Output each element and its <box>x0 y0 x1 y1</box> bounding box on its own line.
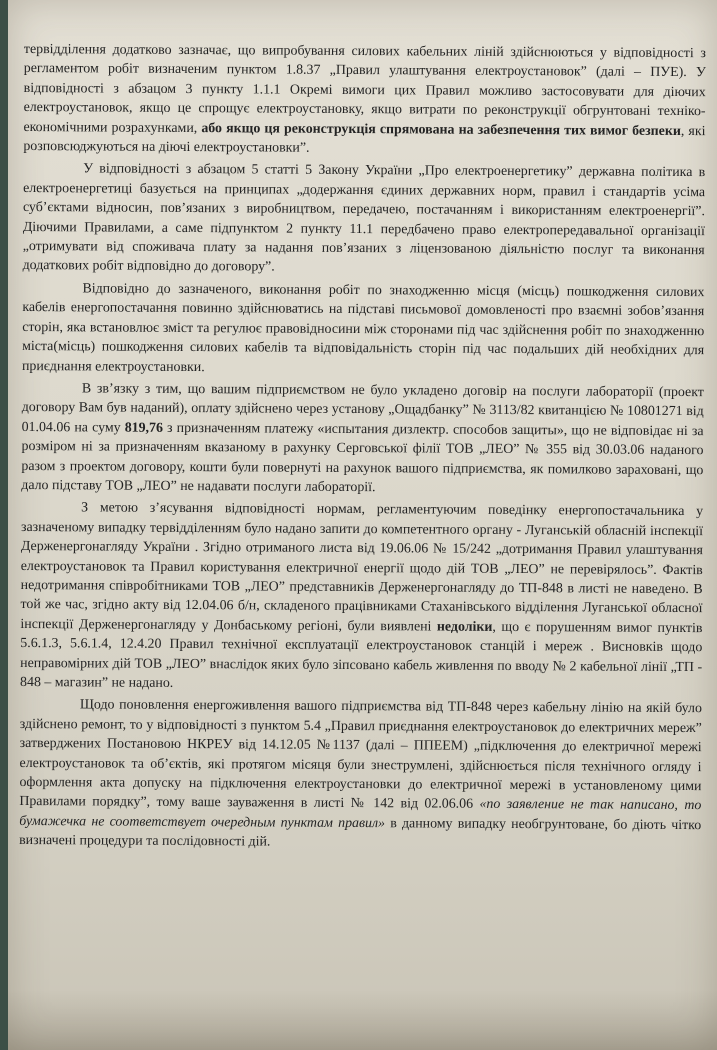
paragraph-4-text-end: з призначенням платежу «испытания дизлектр. способов защиты», що не відповідає ні за розміром ні за призначенням вказаному в рахунку Серговської філії ТОВ „ЛЕО” № 355 від 30.03.06 наданого разом з проектом договору, кошти були повернуті на рахунок вашого підприємства, як помилково зараховані, що дало підставу ТОВ „ЛЕО” не надавати послуги лабораторії. <box>21 420 704 496</box>
quoted-remark: «по заявление не так написано, то бумажечка не соответствует очередным пунктам правил» <box>19 797 702 832</box>
paragraph-2: У відповідності з абзацом 5 статті 5 Закону України „Про електроенергетику” державна політика в електроенергетиці базується на принципах „додержання єдиних державних норм, правил і стандартів усіма суб’єктами відносин, пов’язаних з виробництвом, передачею, постачанням і використанням електроенергії”. Діючими Правилами, а саме підпунктом 2 пункту 11.1 передбачено право електропередавальної організації „отримувати від споживача плату за надання пов’язаних з ліцензованою діяльністю послуг та виконання додаткових робіт відповідно до договору”. <box>22 161 706 276</box>
paragraph-5-text: З метою з’ясування відповідності нормам, регламентуючим поведінку енергопостачальника у зазначеному випадку тервідділенням було надано запити до компетентного органу - Луганській обласній інспекції Держенергонагляду України . Згідно отриманого листа від 19.06.06 № 15/242 „дотримання Правил улаштування електроустановок та Правил користування електричної енергії щодо дій ТОВ „ЛЕО” не перевірялось”. Фактів недотримання співробітниками ТОВ „ЛЕО” представників Держенергонагляду до ТП-848 в листі не наведено. В той же час, згідно акту від 12.04.06 б/н, складеного працівниками Стаханівського відділення Луганської обласної інспекції Держенергонагляду у Донбаському регіоні, були виявлені <box>20 500 704 635</box>
paragraph-6-text-end: в данному випадку необгрунтоване, бо діють чітко визначені процедури та послідовності дій. <box>19 816 702 850</box>
document-page <box>8 0 717 1050</box>
paragraph-1 <box>23 40 706 161</box>
paragraph-4 <box>21 379 704 500</box>
paragraph-1-text-end: , які розповсюджуються на діючі електроустановки”. <box>23 123 706 156</box>
paragraph-5-bold: недоліки <box>436 619 493 635</box>
bottom-shadow <box>8 990 717 1050</box>
paragraph-1-text: тервідділення додатково зазначає, що випробування силових кабельних ліній здійснюються у відповідності з регламентом робіт визначеним пунктом 1.8.37 „Правил улаштування електроустановок” (далі – ПУЕ). У відповідності з абзацом 3 пункту 1.1.1 Окремі вимоги цих Правил можливо застосовувати для діючих електроустановок, якщо це спрощує електроустановку, якщо витрати по реконструкції обгрунтовані техніко-економічними розрахунками, <box>23 41 706 136</box>
paragraph-6-text: Щодо поновлення енергоживлення вашого підприємства від ТП-848 через кабельну лінію на якій було здійснено ремонт, то у відповідності з пунктом 5.4 „Правил приєднання електроустановок до електричних мереж” затверджених Постановою НКРЕУ від 14.12.05 №1137 (далі – ППЕЕМ) „підключення до електричної мережі електроустановок та об’єктів, які протягом місяця були знеструмлені, здійснюється після технічного огляду і оформлення акта допуску на підключення електроустановки до електричної мережі в установленому цими Правилами порядку”, тому ваше зауваження в листі № 142 від 02.06.06 <box>19 697 702 813</box>
paragraph-5 <box>20 498 703 696</box>
paragraph-4-text: В зв’язку з тим, що вашим підприємством не було укладено договір на послуги лабораторії (проект договору Вам був наданий), оплату здійснено через установу „Ощадбанку” № 3113/82 квитанцією № 10801271 від 01.04.06 на суму <box>21 381 704 436</box>
paragraph-5-text-end: , що є порушенням вимог пунктів 5.6.1.3, 5.6.1.4, 12.4.20 Правил технічної експлуатації електроустановок станцій і мереж . Висновків щодо неправомірних дій ТОВ „ЛЕО” внаслідок яких було зіпсовано кабель живлення по вводу № 2 кабельної лінії „ТП - 848 – магазин” не надано. <box>20 619 703 691</box>
paragraph-6 <box>19 695 702 854</box>
paragraph-3: Відповідно до зазначеного, виконання робіт по знаходженню місця (місць) пошкодження силових кабелів енергопостачання повинно здійснюватись на підставі письмової домовленості про взаємні зобов’язання сторін, яка встановлює зміст та регулює правовідносини між сторонами під час здійснення робіт по знаходженню міста(місць) пошкодження силових кабелів та відповідальність сторін під час подальших дій необхідних для приєднання електроустановки. <box>21 281 705 375</box>
letter-body <box>19 40 706 855</box>
paragraph-1-bold: або якщо ця реконструкція спрямована на забезпечення тих вимог безпеки <box>201 120 681 139</box>
payment-amount: 819,76 <box>124 420 163 436</box>
